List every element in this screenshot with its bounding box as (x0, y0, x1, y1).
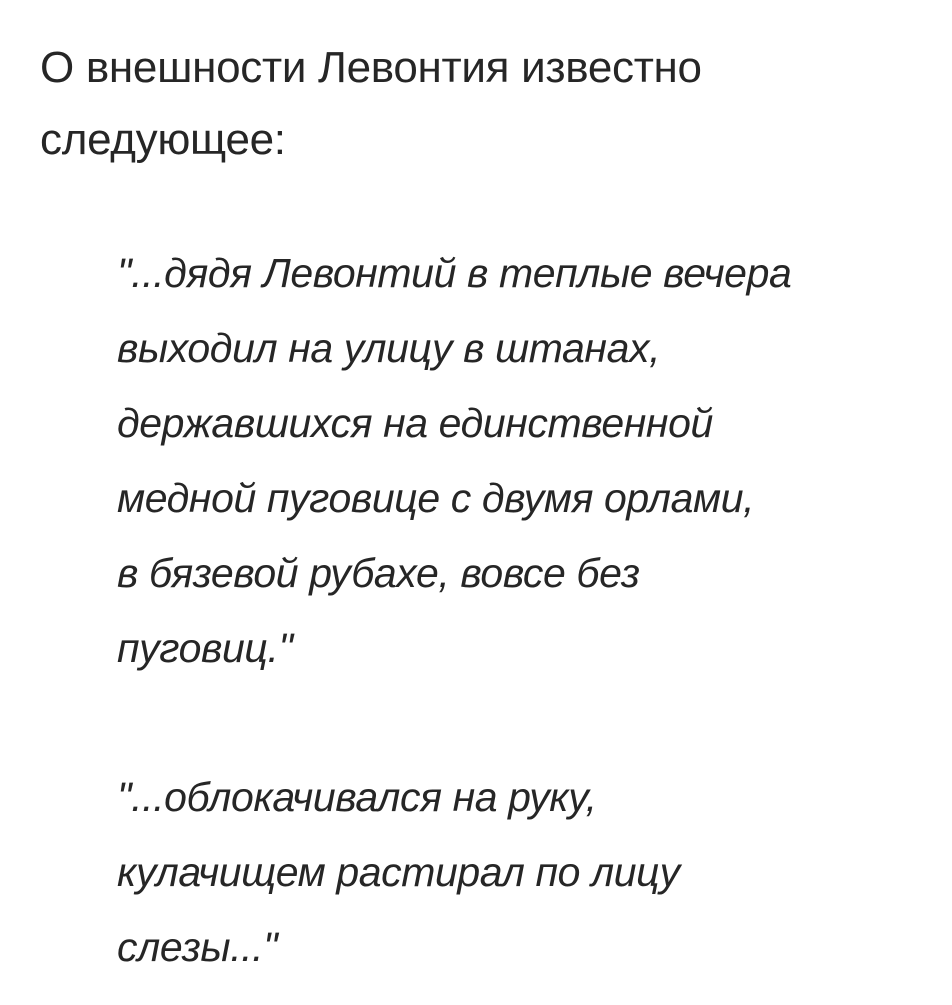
quote-line: кулачищем растирал по лицу (117, 849, 680, 895)
quote-line: "...облокачивался на руку, (117, 774, 597, 820)
quote-line: пуговиц." (117, 625, 293, 671)
intro-paragraph (40, 32, 920, 176)
intro-line: О внешности Левонтия известно (40, 43, 702, 92)
quote-block-tears (117, 760, 917, 985)
quote-line: слезы..." (117, 924, 278, 970)
quote-line: медной пуговице с двумя орлами, (117, 475, 755, 521)
quote-line: выходил на улицу в штанах, (117, 325, 661, 371)
quote-line: державшихся на единственной (117, 400, 713, 446)
quote-line: "...дядя Левонтий в теплые вечера (117, 250, 792, 296)
quote-block-clothing (117, 236, 917, 686)
intro-line: следующее: (40, 115, 286, 164)
quote-line: в бязевой рубахе, вовсе без (117, 550, 640, 596)
